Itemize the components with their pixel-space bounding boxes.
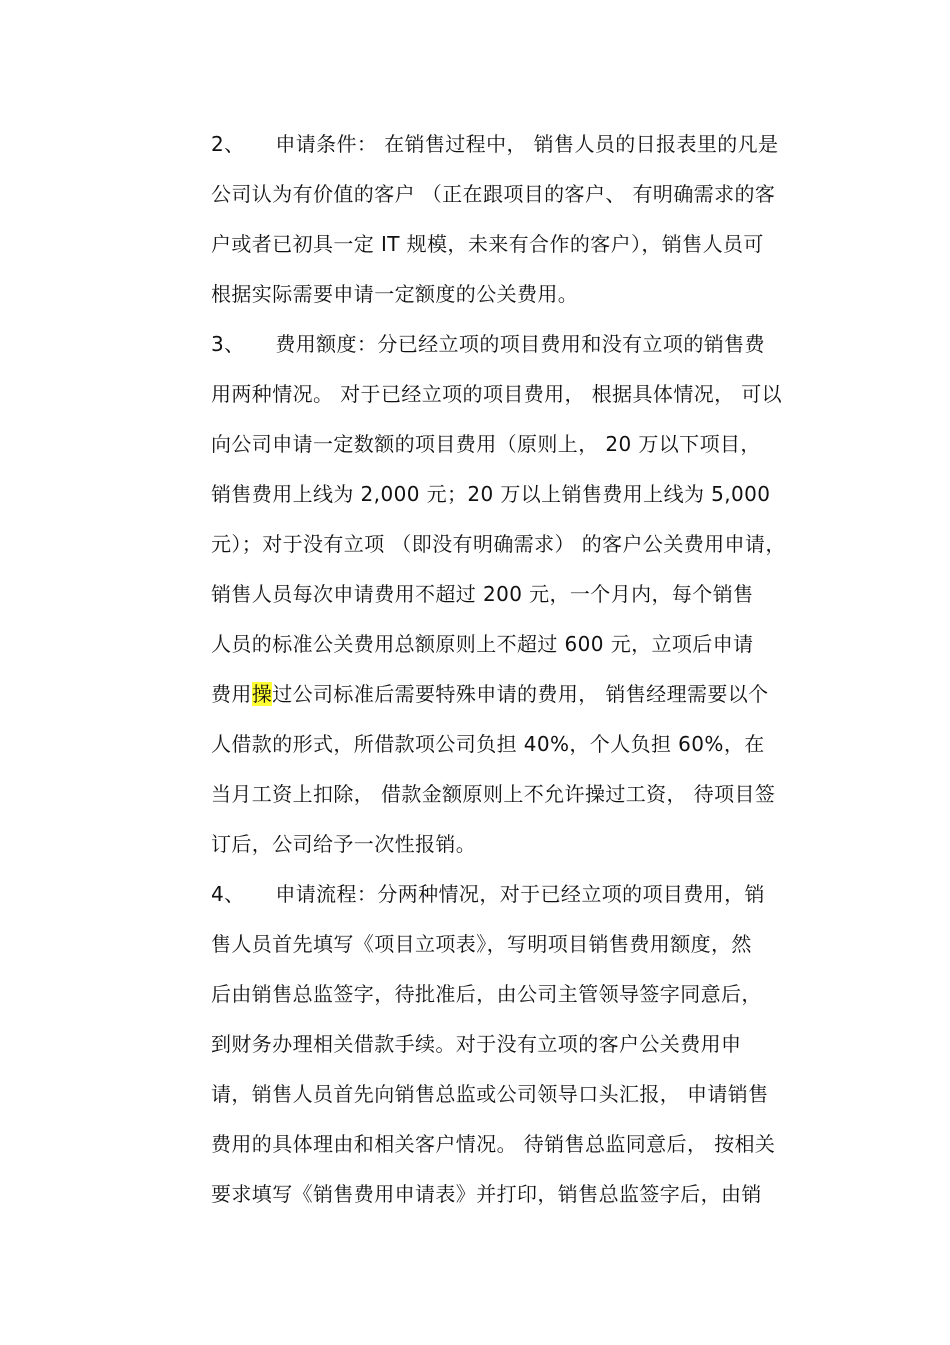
text-line: 要求填写《销售费用申请表》并打印，销售总监签字后，由销 xyxy=(211,1182,762,1206)
text-line: 人借款的形式，所借款项公司负担 40%，个人负担 60%，在 xyxy=(211,732,765,756)
text-line: 销售费用上线为 2,000 元；20 万以上销售费用上线为 5,000 xyxy=(211,482,771,506)
text-line: 售人员首先填写《项目立项表》，写明项目销售费用额度，然 xyxy=(211,932,752,956)
text-line: 户或者已初具一定 IT 规模，未来有合作的客户），销售人员可 xyxy=(211,232,764,256)
text-line: 到财务办理相关借款手续。对于没有立项的客户公关费用申 xyxy=(211,1032,742,1056)
text-line: 后由销售总监签字，待批准后，由公司主管领导签字同意后， xyxy=(211,982,762,1006)
text-line: 用两种情况。 对于已经立项的项目费用， 根据具体情况， 可以 xyxy=(211,382,783,406)
text-line: 向公司申请一定数额的项目费用（原则上， 20 万以下项目， xyxy=(211,432,761,456)
text-line: 4、 申请流程：分两种情况，对于已经立项的项目费用，销 xyxy=(211,882,765,906)
text-line: 人员的标准公关费用总额原则上不超过 600 元，立项后申请 xyxy=(211,632,754,656)
text-line: 2、 申请条件： 在销售过程中， 销售人员的日报表里的凡是 xyxy=(211,132,779,156)
highlighted-character: 操 xyxy=(251,682,273,706)
text-line: 元）；对于没有立项 （即没有明确需求） 的客户公关费用申请， xyxy=(211,532,786,556)
text-line: 费用的具体理由和相关客户情况。 待销售总监同意后， 按相关 xyxy=(211,1132,776,1156)
text-line: 订后，公司给予一次性报销。 xyxy=(211,832,477,856)
text-segment: 过公司标准后需要特殊申请的费用， 销售经理需要以个 xyxy=(272,682,769,706)
text-line: 销售人员每次申请费用不超过 200 元，一个月内，每个销售 xyxy=(211,582,754,606)
text-line: 请，销售人员首先向销售总监或公司领导口头汇报， 申请销售 xyxy=(211,1082,769,1106)
text-line-highlighted xyxy=(211,681,769,707)
text-line: 3、 费用额度：分已经立项的项目费用和没有立项的销售费 xyxy=(211,332,765,356)
text-line: 公司认为有价值的客户 （正在跟项目的客户、 有明确需求的客 xyxy=(211,182,776,206)
text-segment: 费用 xyxy=(211,682,252,706)
text-line: 根据实际需要申请一定额度的公关费用。 xyxy=(211,282,579,306)
text-line: 当月工资上扣除， 借款金额原则上不允许操过工资， 待项目签 xyxy=(211,782,776,806)
